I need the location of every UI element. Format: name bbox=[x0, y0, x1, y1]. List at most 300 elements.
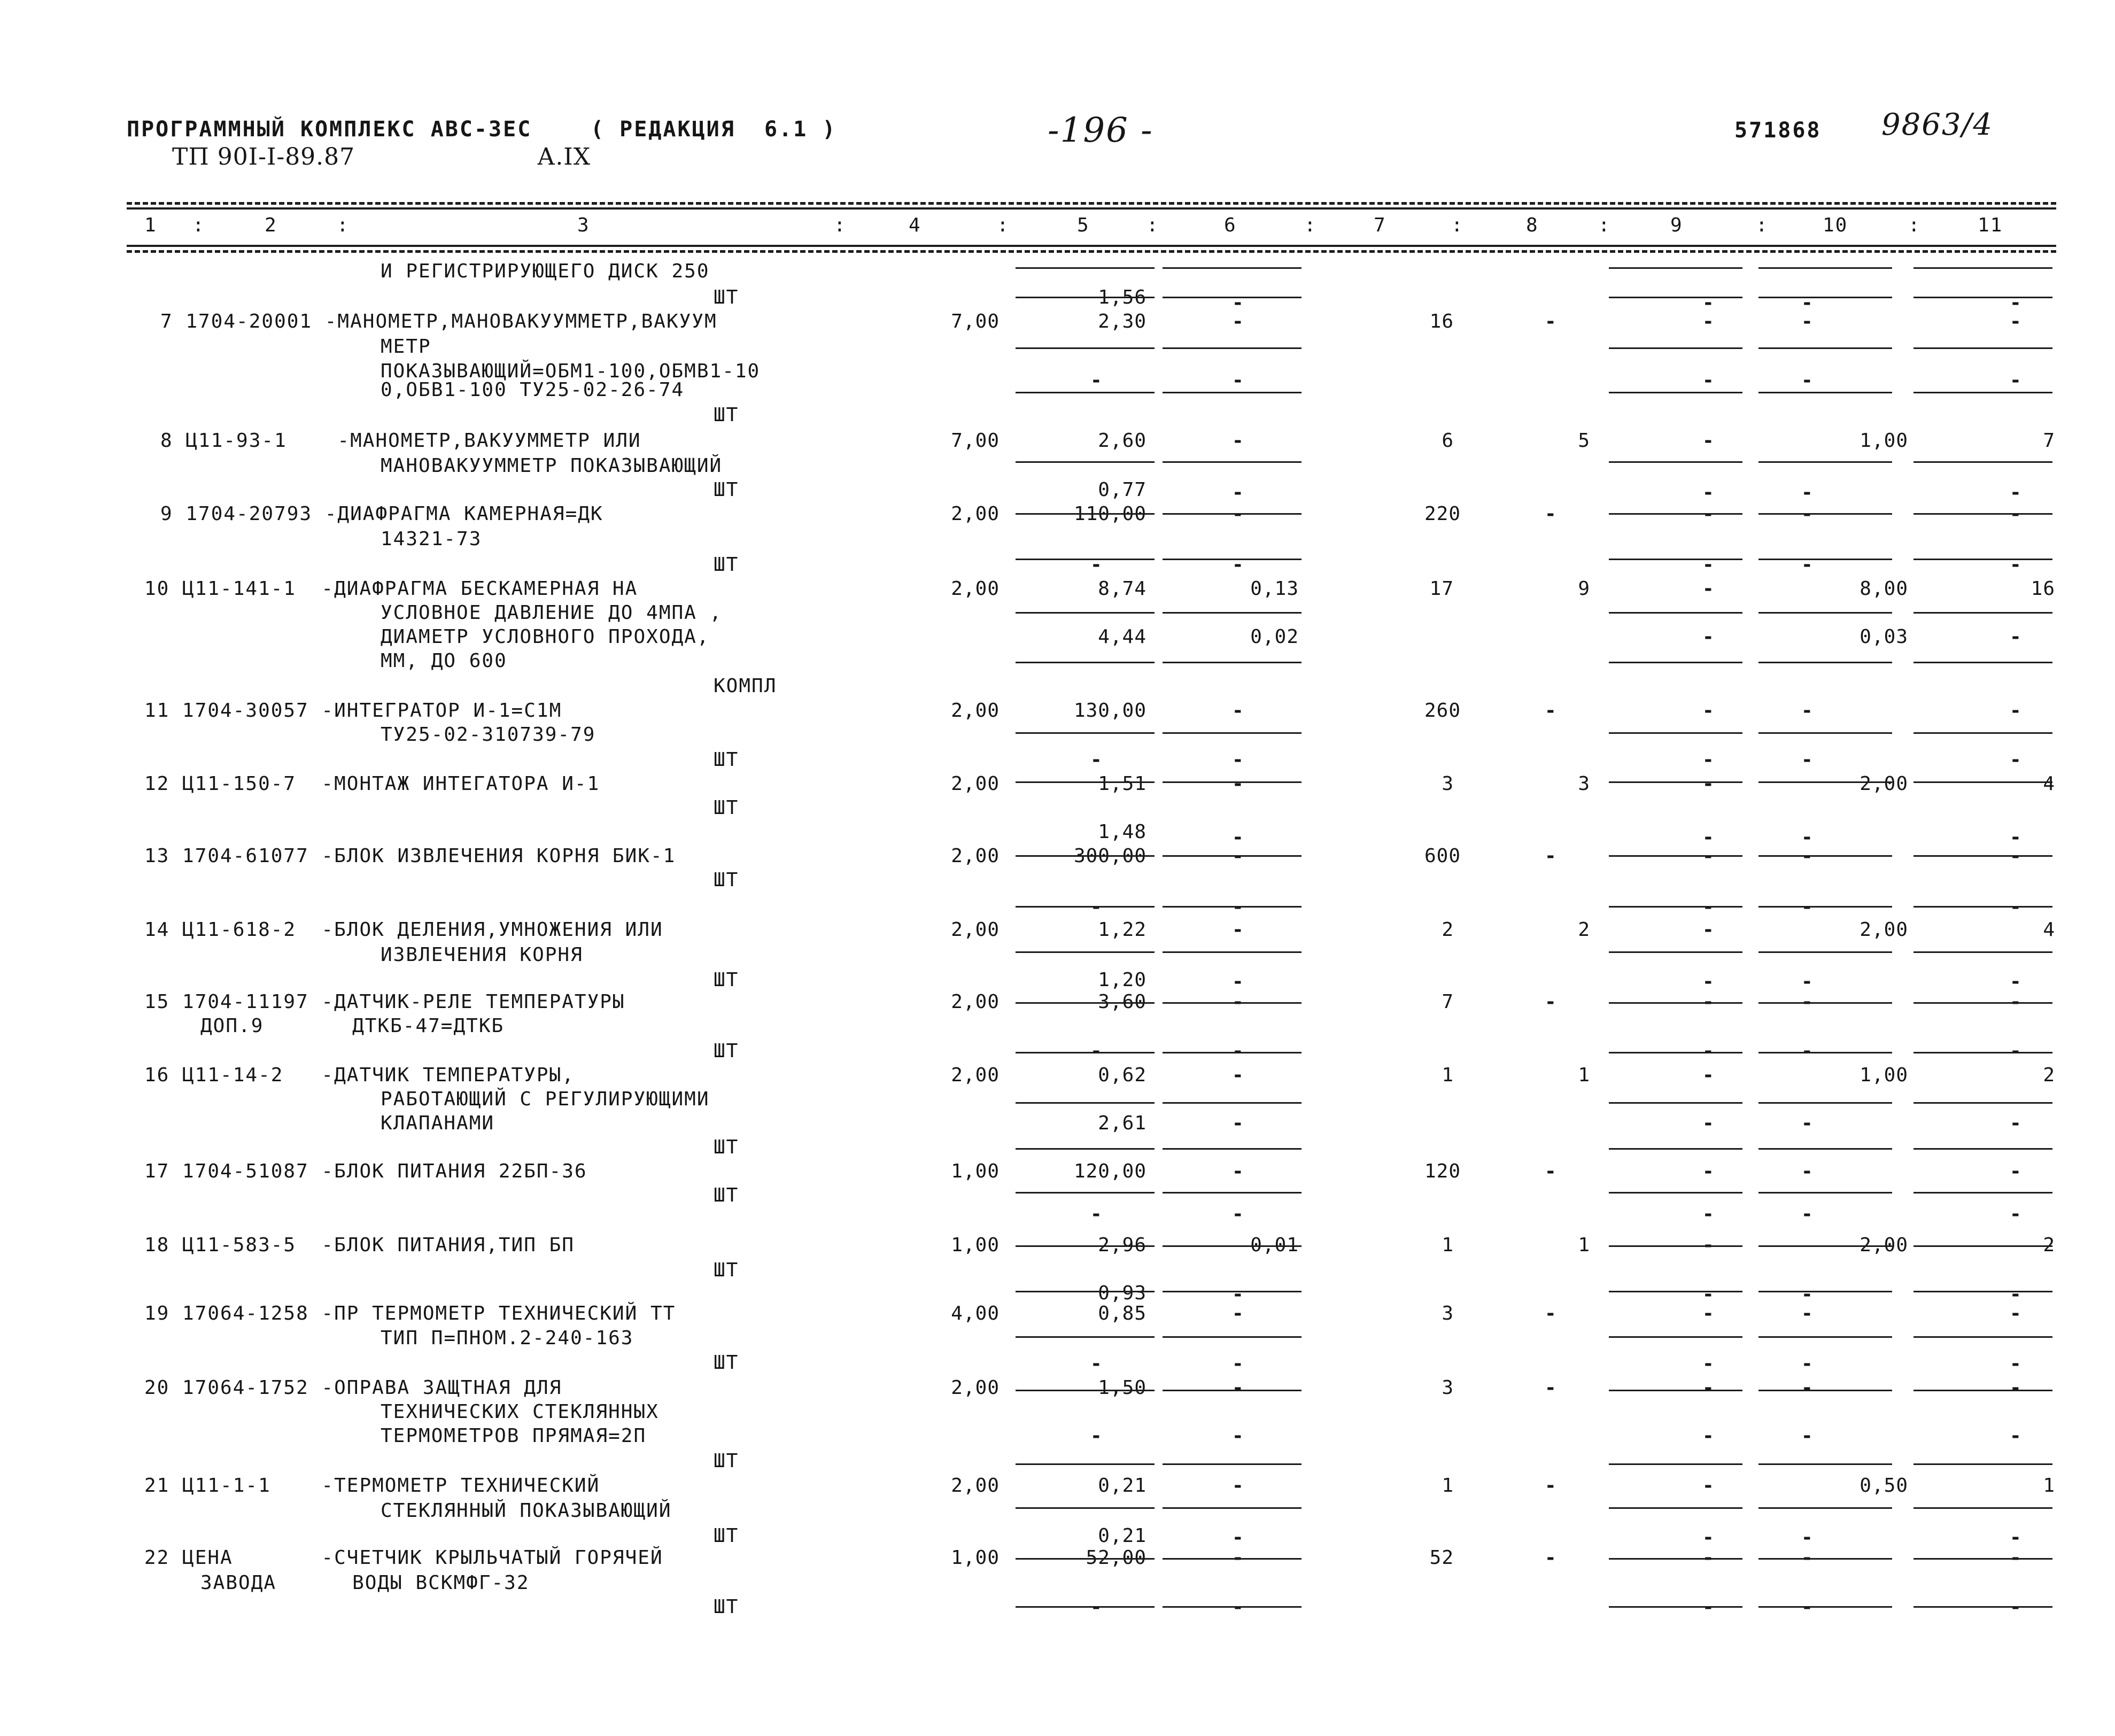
table-cell: ШТ bbox=[714, 554, 739, 576]
empty-value-dash: - bbox=[1702, 578, 1715, 600]
table-cell: ТЕХНИЧЕСКИХ СТЕКЛЯННЫХ bbox=[381, 1401, 659, 1423]
table-cell: ПОКАЗЫВАЮЩИЙ=ОБМ1-100,ОБМВ1-10 bbox=[381, 360, 761, 382]
table-cell: 2 bbox=[2043, 1064, 2055, 1086]
subtotal-rule bbox=[1016, 1192, 1155, 1194]
empty-value-dash: - bbox=[1801, 896, 1814, 918]
table-cell: 1,51 bbox=[1098, 773, 1146, 795]
empty-value-dash: - bbox=[2010, 482, 2023, 503]
table-cell: 20 17064-1752 -ОПРАВА ЗАЩТНАЯ ДЛЯ bbox=[144, 1377, 562, 1399]
table-cell: 0,50 bbox=[1860, 1475, 1908, 1497]
table-cell: 13 1704-61077 -БЛОК ИЗВЛЕЧЕНИЯ КОРНЯ БИК-1 bbox=[144, 845, 676, 867]
subtotal-rule bbox=[1758, 781, 1892, 783]
empty-value-dash: - bbox=[2010, 845, 2023, 867]
table-cell: 14321-73 bbox=[381, 528, 482, 550]
subtotal-rule bbox=[1913, 612, 2052, 614]
table-cell: 2 bbox=[1578, 919, 1590, 941]
subtotal-rule bbox=[1016, 612, 1155, 614]
empty-value-dash: - bbox=[1232, 554, 1245, 576]
table-cell: 15 1704-11197 -ДАТЧИК-РЕЛЕ ТЕМПЕРАТУРЫ bbox=[144, 991, 625, 1013]
empty-value-dash: - bbox=[2010, 971, 2023, 993]
project-code: ТП 90I-I-89.87 bbox=[172, 143, 355, 170]
table-cell: 52,00 bbox=[1086, 1547, 1146, 1569]
subtotal-rule bbox=[1163, 1291, 1301, 1292]
subtotal-rule bbox=[1016, 732, 1155, 734]
subtotal-rule bbox=[1758, 267, 1892, 269]
subtotal-rule bbox=[1758, 1558, 1892, 1560]
empty-value-dash: - bbox=[1232, 1064, 1245, 1086]
empty-value-dash: - bbox=[1702, 1064, 1715, 1086]
subtotal-rule bbox=[1016, 1102, 1155, 1104]
column-header-11: 11 bbox=[1978, 214, 2003, 236]
subtotal-rule bbox=[1163, 1002, 1301, 1004]
subtotal-rule bbox=[1609, 1390, 1742, 1391]
subtotal-rule bbox=[1163, 1336, 1301, 1338]
empty-value-dash: - bbox=[1232, 1475, 1245, 1497]
table-cell: 2,00 bbox=[951, 773, 1000, 795]
subtotal-rule bbox=[1016, 1606, 1155, 1608]
empty-value-dash: - bbox=[1702, 430, 1715, 452]
empty-value-dash: - bbox=[1801, 482, 1814, 503]
table-cell: 0,01 bbox=[1250, 1234, 1299, 1256]
table-cell: МАНОВАКУУММЕТР ПОКАЗЫВАЮЩИЙ bbox=[381, 455, 723, 477]
empty-value-dash: - bbox=[1702, 554, 1715, 576]
subtotal-rule bbox=[1163, 461, 1301, 463]
table-cell: 5 bbox=[1578, 430, 1590, 452]
empty-value-dash: - bbox=[1702, 919, 1715, 941]
empty-value-dash: - bbox=[1545, 311, 1558, 332]
table-cell: ШТ bbox=[714, 869, 739, 891]
subtotal-rule bbox=[1016, 1052, 1155, 1053]
empty-value-dash: - bbox=[1702, 1526, 1715, 1548]
subtotal-rule bbox=[1016, 781, 1155, 783]
table-cell: 9 bbox=[1578, 578, 1590, 600]
subtotal-rule bbox=[1609, 1052, 1742, 1053]
subtotal-rule bbox=[1609, 1291, 1742, 1292]
table-cell: ШТ bbox=[714, 1184, 739, 1206]
subtotal-rule bbox=[1609, 951, 1742, 953]
subtotal-rule bbox=[1163, 297, 1301, 298]
empty-value-dash: - bbox=[1232, 1547, 1245, 1569]
subtotal-rule bbox=[1913, 1052, 2052, 1053]
subtotal-rule bbox=[1758, 951, 1892, 953]
empty-value-dash: - bbox=[2010, 1303, 2023, 1324]
column-separator: : bbox=[192, 214, 205, 236]
empty-value-dash: - bbox=[1702, 896, 1715, 918]
table-cell: ШТ bbox=[714, 1596, 739, 1618]
column-header-6: 6 bbox=[1224, 214, 1237, 236]
subtotal-rule bbox=[1758, 855, 1892, 857]
table-cell: ШТ bbox=[714, 797, 739, 819]
column-separator: : bbox=[337, 214, 350, 236]
empty-value-dash: - bbox=[1801, 369, 1814, 391]
subtotal-rule bbox=[1758, 559, 1892, 560]
empty-value-dash: - bbox=[1090, 1596, 1103, 1618]
table-cell: 2,00 bbox=[1860, 773, 1908, 795]
subtotal-rule bbox=[1163, 662, 1301, 663]
empty-value-dash: - bbox=[1801, 845, 1814, 867]
table-cell: 16 Ц11-14-2 -ДАТЧИК ТЕМПЕРАТУРЫ, bbox=[144, 1064, 575, 1086]
subtotal-rule bbox=[1913, 855, 2052, 857]
program-edition: ( РЕДАКЦИЯ 6.1 ) bbox=[591, 117, 837, 142]
empty-value-dash: - bbox=[1702, 503, 1715, 525]
subtotal-rule bbox=[1163, 732, 1301, 734]
subtotal-rule bbox=[1758, 1463, 1892, 1465]
subtotal-rule bbox=[1163, 1390, 1301, 1391]
table-cell: 1,00 bbox=[1860, 1064, 1908, 1086]
table-cell: СТЕКЛЯННЫЙ ПОКАЗЫВАЮЩИЙ bbox=[381, 1500, 672, 1522]
empty-value-dash: - bbox=[1702, 1596, 1715, 1618]
subtotal-rule bbox=[1609, 1606, 1742, 1608]
table-cell: ШТ bbox=[714, 1525, 739, 1547]
table-cell: ШТ bbox=[714, 1040, 739, 1062]
subtotal-rule bbox=[1609, 513, 1742, 515]
table-cell: ШТ bbox=[714, 749, 739, 771]
empty-value-dash: - bbox=[1702, 991, 1715, 1013]
empty-value-dash: - bbox=[2010, 311, 2023, 332]
subtotal-rule bbox=[1913, 1390, 2052, 1391]
table-cell: 0,21 bbox=[1098, 1525, 1146, 1547]
table-cell: 17 bbox=[1429, 578, 1454, 600]
subtotal-rule bbox=[1609, 461, 1742, 463]
continuation-line: И РЕГИСТРИРУЮЩЕГО ДИСК 250 bbox=[381, 260, 710, 282]
empty-value-dash: - bbox=[2010, 1547, 2023, 1569]
table-cell: ШТ bbox=[714, 1259, 739, 1281]
empty-value-dash: - bbox=[1232, 311, 1245, 332]
empty-value-dash: - bbox=[1232, 826, 1245, 848]
subtotal-rule bbox=[1016, 267, 1155, 269]
subtotal-rule bbox=[1609, 297, 1742, 298]
table-cell: 11 1704-30057 -ИНТЕГРАТОР И-1=С1М bbox=[144, 700, 562, 722]
table-cell: 1 bbox=[1442, 1234, 1454, 1256]
table-cell: 8 Ц11-93-1 -МАНОМЕТР,ВАКУУММЕТР ИЛИ bbox=[160, 430, 641, 452]
table-cell: 2,00 bbox=[951, 578, 1000, 600]
empty-value-dash: - bbox=[2010, 1112, 2023, 1134]
empty-value-dash: - bbox=[1232, 700, 1245, 722]
empty-value-dash: - bbox=[2010, 1377, 2023, 1399]
empty-value-dash: - bbox=[1545, 1160, 1558, 1182]
subtotal-rule bbox=[1913, 732, 2052, 734]
subtotal-rule bbox=[1913, 781, 2052, 783]
subtotal-rule bbox=[1163, 1052, 1301, 1053]
subtotal-rule bbox=[1609, 662, 1742, 663]
subtotal-rule bbox=[1609, 1463, 1742, 1465]
subtotal-rule bbox=[1758, 1291, 1892, 1292]
empty-value-dash: - bbox=[1232, 369, 1245, 391]
subtotal-rule bbox=[1016, 461, 1155, 463]
empty-value-dash: - bbox=[1801, 1283, 1814, 1305]
empty-value-dash: - bbox=[1801, 1040, 1814, 1062]
column-separator: : bbox=[834, 214, 847, 236]
empty-value-dash: - bbox=[1232, 773, 1245, 795]
reference-number: 9863/4 bbox=[1881, 107, 1994, 142]
empty-value-dash: - bbox=[1232, 430, 1245, 452]
subtotal-rule bbox=[1609, 1102, 1742, 1104]
subtotal-rule bbox=[1913, 1102, 2052, 1104]
empty-value-dash: - bbox=[2010, 991, 2023, 1013]
subtotal-rule bbox=[1758, 906, 1892, 908]
empty-value-dash: - bbox=[1801, 1160, 1814, 1182]
subtotal-rule bbox=[1913, 1558, 2052, 1560]
empty-value-dash: - bbox=[1232, 971, 1245, 993]
empty-value-dash: - bbox=[1232, 1203, 1245, 1225]
empty-value-dash: - bbox=[1545, 1303, 1558, 1324]
table-cell: 0,ОБВ1-100 ТУ25-02-26-74 bbox=[381, 379, 685, 401]
column-header-10: 10 bbox=[1823, 214, 1848, 236]
empty-value-dash: - bbox=[2010, 369, 2023, 391]
table-cell: 52 bbox=[1429, 1547, 1454, 1569]
table-cell: 17 1704-51087 -БЛОК ПИТАНИЯ 22БП-36 bbox=[144, 1160, 587, 1182]
empty-value-dash: - bbox=[1090, 1040, 1103, 1062]
table-cell: 1,50 bbox=[1098, 1377, 1146, 1399]
empty-value-dash: - bbox=[1232, 845, 1245, 867]
empty-value-dash: - bbox=[1232, 1377, 1245, 1399]
subtotal-rule bbox=[1913, 513, 2052, 515]
table-cell: 7,00 bbox=[951, 430, 1000, 452]
subtotal-rule bbox=[1609, 347, 1742, 349]
empty-value-dash: - bbox=[1801, 826, 1814, 848]
table-cell: МЕТР bbox=[381, 336, 431, 358]
subtotal-rule bbox=[1163, 1245, 1301, 1247]
table-cell: 3 bbox=[1442, 1303, 1454, 1324]
subtotal-rule bbox=[1016, 1558, 1155, 1560]
empty-value-dash: - bbox=[1801, 1353, 1814, 1375]
table-cell: 10 Ц11-141-1 -ДИАФРАГМА БЕСКАМЕРНАЯ НА bbox=[144, 578, 638, 600]
empty-value-dash: - bbox=[1702, 773, 1715, 795]
table-cell: 1,00 bbox=[951, 1547, 1000, 1569]
table-cell: 2,30 bbox=[1098, 311, 1146, 332]
subtotal-rule bbox=[1609, 906, 1742, 908]
empty-value-dash: - bbox=[1545, 700, 1558, 722]
column-header-5: 5 bbox=[1077, 214, 1090, 236]
subtotal-rule bbox=[1913, 461, 2052, 463]
empty-value-dash: - bbox=[1090, 1353, 1103, 1375]
empty-value-dash: - bbox=[1702, 1353, 1715, 1375]
table-cell: 6 bbox=[1442, 430, 1454, 452]
empty-value-dash: - bbox=[1801, 292, 1814, 314]
subtotal-rule bbox=[1913, 1291, 2052, 1292]
empty-value-dash: - bbox=[1232, 1303, 1245, 1324]
subtotal-rule bbox=[1758, 392, 1892, 393]
empty-value-dash: - bbox=[1702, 1283, 1715, 1305]
subtotal-rule bbox=[1016, 1291, 1155, 1292]
subtotal-rule bbox=[1609, 1245, 1742, 1247]
column-header-1: 1 bbox=[144, 214, 157, 236]
empty-value-dash: - bbox=[1702, 311, 1715, 332]
empty-value-dash: - bbox=[1232, 991, 1245, 1013]
subtotal-rule bbox=[1163, 1102, 1301, 1104]
subtotal-rule bbox=[1758, 1507, 1892, 1509]
subtotal-rule bbox=[1163, 1463, 1301, 1465]
table-cell: 7 1704-20001 -МАНОМЕТР,МАНОВАКУУММЕТР,ВАКУУМ bbox=[160, 311, 717, 332]
table-cell: 0,13 bbox=[1250, 578, 1299, 600]
subtotal-rule bbox=[1163, 559, 1301, 560]
table-cell: 1,20 bbox=[1098, 969, 1146, 991]
empty-value-dash: - bbox=[1702, 1475, 1715, 1497]
subtotal-rule bbox=[1609, 612, 1742, 614]
subtotal-rule bbox=[1163, 781, 1301, 783]
table-cell: 130,00 bbox=[1073, 700, 1146, 722]
subtotal-rule bbox=[1609, 1002, 1742, 1004]
subtotal-rule bbox=[1758, 1606, 1892, 1608]
subtotal-rule bbox=[1609, 1507, 1742, 1509]
subtotal-rule bbox=[1913, 951, 2052, 953]
empty-value-dash: - bbox=[1545, 503, 1558, 525]
empty-value-dash: - bbox=[1702, 1040, 1715, 1062]
table-cell: 16 bbox=[2031, 578, 2055, 600]
empty-value-dash: - bbox=[1801, 971, 1814, 993]
subtotal-rule bbox=[1913, 347, 2052, 349]
empty-value-dash: - bbox=[1545, 991, 1558, 1013]
empty-value-dash: - bbox=[1232, 1283, 1245, 1305]
table-cell: 0,85 bbox=[1098, 1303, 1146, 1324]
empty-value-dash: - bbox=[1702, 1234, 1715, 1256]
table-cell: КЛАПАНАМИ bbox=[381, 1112, 495, 1134]
empty-value-dash: - bbox=[1801, 1377, 1814, 1399]
empty-value-dash: - bbox=[2010, 554, 2023, 576]
table-cell: ШТ bbox=[714, 404, 739, 426]
column-header-7: 7 bbox=[1374, 214, 1386, 236]
table-cell: 1 bbox=[1578, 1234, 1590, 1256]
column-header-2: 2 bbox=[265, 214, 277, 236]
subtotal-rule bbox=[1758, 1192, 1892, 1194]
empty-value-dash: - bbox=[1232, 1353, 1245, 1375]
table-cell: 3 bbox=[1578, 773, 1590, 795]
subtotal-rule bbox=[1913, 906, 2052, 908]
empty-value-dash: - bbox=[1232, 1160, 1245, 1182]
table-cell: 1 bbox=[1442, 1475, 1454, 1497]
column-separator: : bbox=[997, 214, 1010, 236]
empty-value-dash: - bbox=[2010, 826, 2023, 848]
table-cell: 2,61 bbox=[1098, 1112, 1146, 1134]
subtotal-rule bbox=[1016, 1336, 1155, 1338]
table-cell: 1,48 bbox=[1098, 821, 1146, 843]
subtotal-rule bbox=[1163, 392, 1301, 393]
subtotal-rule bbox=[1758, 1336, 1892, 1338]
empty-value-dash: - bbox=[1702, 1425, 1715, 1447]
subtotal-rule bbox=[1163, 1558, 1301, 1560]
subtotal-rule bbox=[1913, 1606, 2052, 1608]
empty-value-dash: - bbox=[2010, 749, 2023, 771]
empty-value-dash: - bbox=[2010, 1526, 2023, 1548]
table-cell: 0,62 bbox=[1098, 1064, 1146, 1086]
column-separator: : bbox=[1146, 214, 1159, 236]
empty-value-dash: - bbox=[1232, 1040, 1245, 1062]
subtotal-rule bbox=[1913, 1507, 2052, 1509]
empty-value-dash: - bbox=[1702, 971, 1715, 993]
table-cell: 14 Ц11-618-2 -БЛОК ДЕЛЕНИЯ,УМНОЖЕНИЯ ИЛИ bbox=[144, 919, 663, 941]
table-cell: РАБОТАЮЩИЙ С РЕГУЛИРУЮЩИМИ bbox=[381, 1088, 710, 1110]
empty-value-dash: - bbox=[1702, 292, 1715, 314]
empty-value-dash: - bbox=[1801, 1547, 1814, 1569]
table-cell: 0,21 bbox=[1098, 1475, 1146, 1497]
table-cell: 1 bbox=[2043, 1475, 2055, 1497]
subtotal-rule bbox=[1609, 1192, 1742, 1194]
table-cell: УСЛОВНОЕ ДАВЛЕНИЕ ДО 4МПА , bbox=[381, 602, 723, 624]
empty-value-dash: - bbox=[1702, 1303, 1715, 1324]
table-cell: 1,00 bbox=[1860, 430, 1908, 452]
subtotal-rule bbox=[1016, 1507, 1155, 1509]
subtotal-rule bbox=[1758, 1390, 1892, 1391]
table-cell: 220 bbox=[1424, 503, 1461, 525]
table-cell: 0,02 bbox=[1250, 626, 1299, 648]
table-cell: 1,56 bbox=[1098, 286, 1146, 308]
subtotal-rule bbox=[1609, 559, 1742, 560]
empty-value-dash: - bbox=[1232, 749, 1245, 771]
subtotal-rule bbox=[1016, 347, 1155, 349]
empty-value-dash: - bbox=[1232, 482, 1245, 503]
column-header-3: 3 bbox=[577, 214, 590, 236]
empty-value-dash: - bbox=[1232, 1526, 1245, 1548]
subtotal-rule bbox=[1758, 347, 1892, 349]
subtotal-rule bbox=[1758, 513, 1892, 515]
subtotal-rule bbox=[1016, 1148, 1155, 1150]
subtotal-rule bbox=[1913, 1463, 2052, 1465]
subtotal-rule bbox=[1609, 732, 1742, 734]
program-title: ПРОГРАММНЫЙ КОМПЛЕКС АВС-3ЕС bbox=[127, 117, 532, 142]
table-cell: ТЕРМОМЕТРОВ ПРЯМАЯ=2П bbox=[381, 1425, 647, 1447]
subtotal-rule bbox=[1163, 612, 1301, 614]
subtotal-rule bbox=[1609, 1336, 1742, 1338]
empty-value-dash: - bbox=[2010, 1596, 2023, 1618]
column-separator: : bbox=[1908, 214, 1921, 236]
empty-value-dash: - bbox=[1545, 1377, 1558, 1399]
empty-value-dash: - bbox=[1545, 1475, 1558, 1497]
subtotal-rule bbox=[1163, 855, 1301, 857]
empty-value-dash: - bbox=[2010, 1203, 2023, 1225]
table-cell: 2,00 bbox=[951, 991, 1000, 1013]
empty-value-dash: - bbox=[1702, 1377, 1715, 1399]
table-cell: 9 1704-20793 -ДИАФРАГМА КАМЕРНАЯ=ДК bbox=[160, 503, 603, 525]
album-number: А.IX bbox=[537, 143, 591, 170]
empty-value-dash: - bbox=[1801, 1596, 1814, 1618]
table-cell: 21 Ц11-1-1 -ТЕРМОМЕТР ТЕХНИЧЕСКИЙ bbox=[144, 1475, 600, 1497]
empty-value-dash: - bbox=[1090, 1425, 1103, 1447]
subtotal-rule bbox=[1913, 267, 2052, 269]
empty-value-dash: - bbox=[1702, 826, 1715, 848]
empty-value-dash: - bbox=[1232, 896, 1245, 918]
empty-value-dash: - bbox=[1801, 1203, 1814, 1225]
subtotal-rule bbox=[1758, 732, 1892, 734]
empty-value-dash: - bbox=[1702, 1160, 1715, 1182]
subtotal-rule bbox=[1758, 1245, 1892, 1247]
table-cell: 19 17064-1258 -ПР ТЕРМОМЕТР ТЕХНИЧЕСКИЙ ТТ bbox=[144, 1303, 676, 1324]
subtotal-rule bbox=[1163, 1606, 1301, 1608]
empty-value-dash: - bbox=[1801, 749, 1814, 771]
empty-value-dash: - bbox=[1702, 1203, 1715, 1225]
subtotal-rule bbox=[1609, 855, 1742, 857]
subtotal-rule bbox=[1016, 1245, 1155, 1247]
table-cell: 2,96 bbox=[1098, 1234, 1146, 1256]
subtotal-rule bbox=[1163, 951, 1301, 953]
subtotal-rule bbox=[1758, 297, 1892, 298]
subtotal-rule bbox=[1016, 1002, 1155, 1004]
subtotal-rule bbox=[1163, 1148, 1301, 1150]
table-cell: 3 bbox=[1442, 773, 1454, 795]
table-cell: 1,22 bbox=[1098, 919, 1146, 941]
empty-value-dash: - bbox=[1801, 1303, 1814, 1324]
table-cell: 12 Ц11-150-7 -МОНТАЖ ИНТЕГАТОРА И-1 bbox=[144, 773, 600, 795]
empty-value-dash: - bbox=[1702, 369, 1715, 391]
subtotal-rule bbox=[1609, 1558, 1742, 1560]
subtotal-rule bbox=[1758, 1102, 1892, 1104]
empty-value-dash: - bbox=[1801, 1425, 1814, 1447]
table-cell: ДИАМЕТР УСЛОВНОГО ПРОХОДА, bbox=[381, 626, 710, 648]
table-cell: 110,00 bbox=[1073, 503, 1146, 525]
table-cell: 4,44 bbox=[1098, 626, 1146, 648]
empty-value-dash: - bbox=[2010, 1160, 2023, 1182]
subtotal-rule bbox=[1609, 392, 1742, 393]
table-cell: 300,00 bbox=[1073, 845, 1146, 867]
